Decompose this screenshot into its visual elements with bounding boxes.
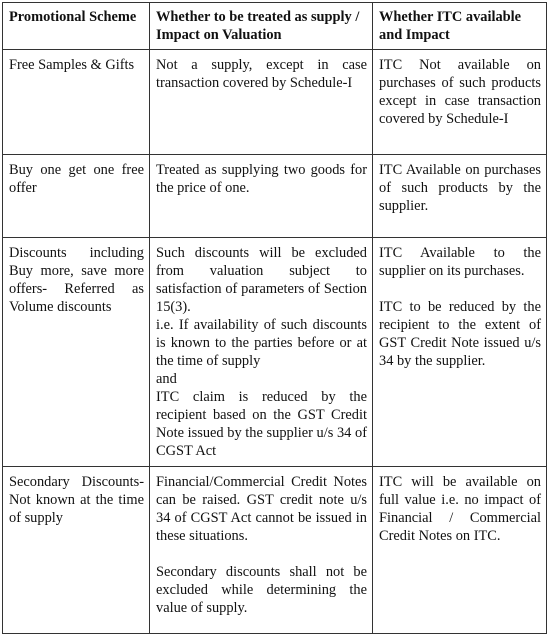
supply-cell xyxy=(150,50,373,155)
table-row xyxy=(3,155,547,238)
promotional-schemes-table-container xyxy=(2,2,546,634)
scheme-cell: Buy one get one free offer xyxy=(3,155,150,238)
supply-paragraph: ITC claim is reduced by the recipient based on the GST Credit Note issued by the supplier u/s 34 of CGST Act xyxy=(156,389,367,459)
scheme-cell: Free Samples & Gifts xyxy=(3,50,150,155)
table-header-row xyxy=(3,3,547,50)
scheme-cell: Discounts including Buy more, save more offers- Referred as Volume discounts xyxy=(3,238,150,467)
supply-paragraph: Financial/Commercial Credit Notes can be raised. GST credit note u/s 34 of CGST Act cannot be issued in these situations. xyxy=(156,474,367,544)
supply-paragraph: Not a supply, except in case transaction covered by Schedule-I xyxy=(156,57,367,91)
table-row xyxy=(3,50,547,155)
supply-cell xyxy=(150,238,373,467)
itc-paragraph: ITC will be available on full value i.e. no impact of Financial / Commercial Credit Notes on ITC. xyxy=(379,474,541,544)
table-row xyxy=(3,467,547,634)
itc-cell xyxy=(373,50,547,155)
supply-cell xyxy=(150,467,373,634)
paragraph-gap xyxy=(156,545,367,563)
itc-cell xyxy=(373,238,547,467)
itc-paragraph: ITC to be reduced by the recipient to the extent of GST Credit Note issued u/s 34 by the supplier. xyxy=(379,299,541,369)
itc-cell xyxy=(373,155,547,238)
promotional-schemes-table xyxy=(2,2,547,634)
table-row xyxy=(3,238,547,467)
itc-paragraph: ITC Available to the supplier on its purchases. xyxy=(379,245,541,279)
supply-paragraph: Treated as supplying two goods for the price of one. xyxy=(156,162,367,196)
header-supply-valuation: Whether to be treated as supply / Impact on Valuation xyxy=(150,3,373,50)
header-itc-impact: Whether ITC available and Impact xyxy=(373,3,547,50)
supply-paragraph: Such discounts will be excluded from valuation subject to satisfaction of parameters of Section 15(3). xyxy=(156,245,367,315)
itc-paragraph: ITC Available on purchases of such products by the supplier. xyxy=(379,162,541,214)
supply-paragraph: and xyxy=(156,371,177,387)
paragraph-gap xyxy=(379,280,541,298)
scheme-cell: Secondary Discounts- Not known at the time of supply xyxy=(3,467,150,634)
itc-paragraph: ITC Not available on purchases of such products except in case transaction covered by Schedule-I xyxy=(379,57,541,127)
supply-cell xyxy=(150,155,373,238)
supply-paragraph: Secondary discounts shall not be excluded while determining the value of supply. xyxy=(156,564,367,616)
supply-paragraph: i.e. If availability of such discounts is known to the parties before or at the time of supply xyxy=(156,317,367,369)
header-promotional-scheme: Promotional Scheme xyxy=(3,3,150,50)
itc-cell xyxy=(373,467,547,634)
